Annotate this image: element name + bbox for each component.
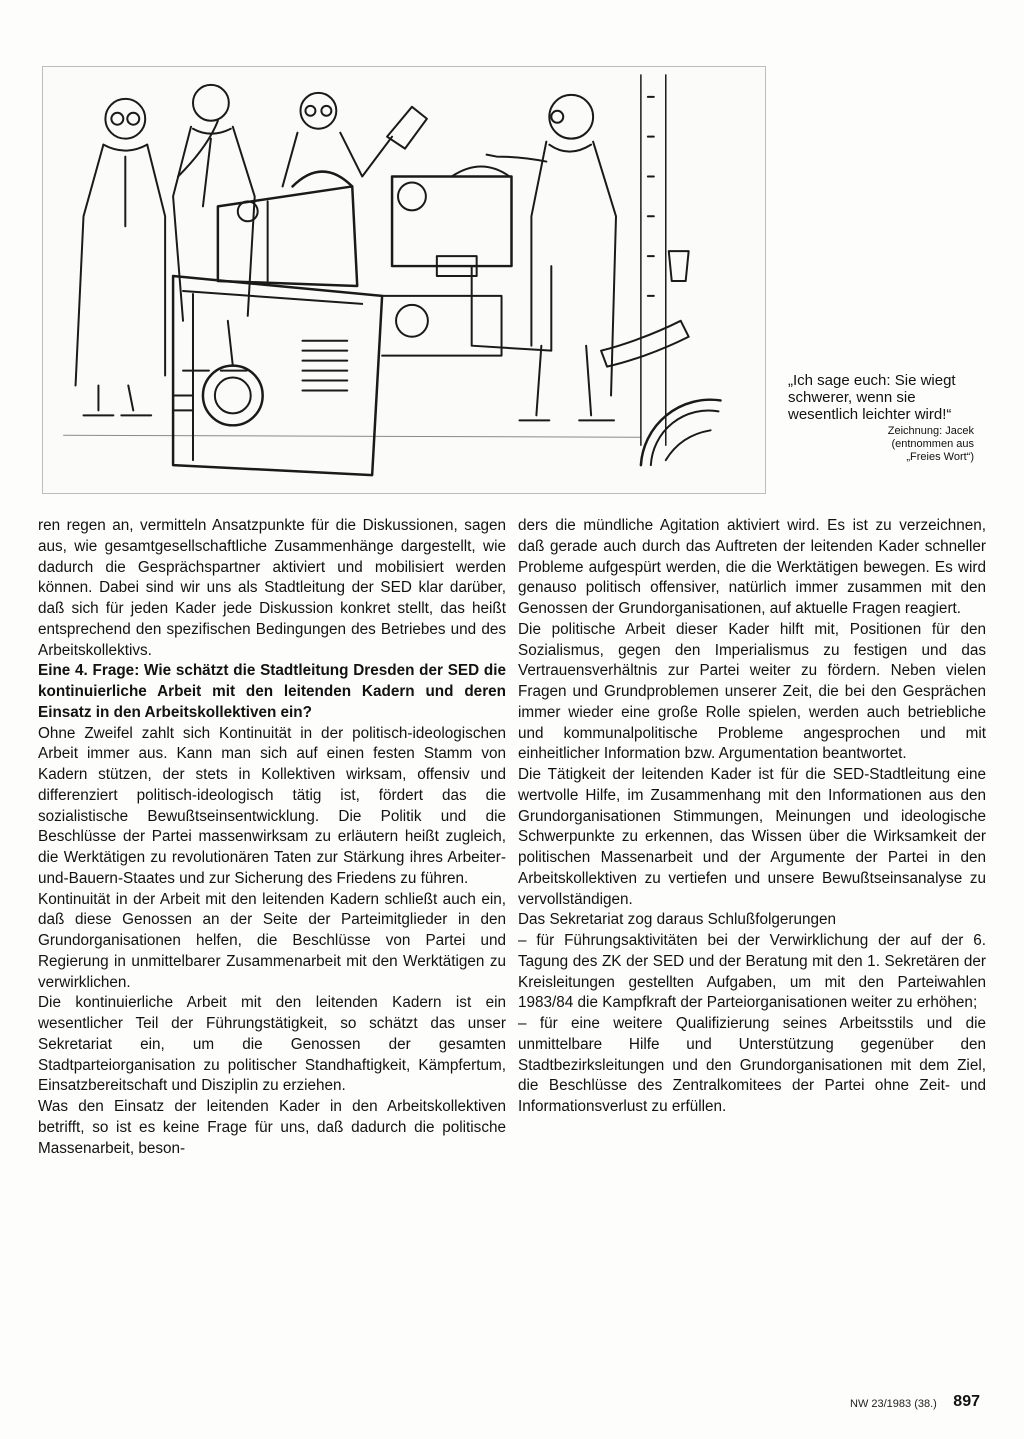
paragraph: Das Sekretariat zog daraus Schlußfolgerungen: [518, 911, 837, 929]
issue-label: NW 23/1983 (38.): [850, 1398, 937, 1410]
paragraph: Die kontinuierliche Arbeit mit den leitenden Kadern ist ein wesentlicher Teil der Führungstätigkeit, so schätzt das unser Sekretariat ein, um die Genossen der gesamten Stadtparteiorganisation zu politischer Standhaftigkeit, Kämpfertum, Einsatzbereitschaft und Disziplin zu erziehen.: [38, 994, 506, 1095]
interview-question: Eine 4. Frage: Wie schätzt die Stadtleitung Dresden der SED die kontinuierliche Arbeit mit den leitenden Kadern und deren Einsatz in den Arbeitskollektiven ein?: [38, 662, 506, 721]
illustration-caption: [788, 372, 988, 464]
list-item: – für eine weitere Qualifizierung seines Arbeitsstils und die unmittelbare Hilfe und Unterstützung gegenüber den Stadtbezirksleitungen und den Grundorganisationen mit dem Ziel, die Beschlüsse des Zentralkomitees der Partei ohne Zeit- und Informationsverlust zu erfüllen.: [518, 1015, 986, 1115]
paragraph: Die politische Arbeit dieser Kader hilft mit, Positionen für den Sozialismus, gegen den Imperialismus zu festigen und das Vertrauensverhältnis zur Partei weiter zu fördern. Neben vielen Fragen und Grundproblemen unserer Zeit, die bei den Gesprächen immer wieder eine große Rolle spielen, werden auch betriebliche und kommunalpolitische Probleme angesprochen und mit einheitlicher Information bzw. Argumentation beantwortet.: [518, 620, 986, 763]
caption-quote: „Ich sage euch: Sie wiegt schwerer, wenn sie wesentlich leichter wird!“: [788, 372, 956, 423]
credit-line: Zeichnung: Jacek: [887, 425, 974, 437]
paragraph: Ohne Zweifel zahlt sich Kontinuität in der politisch-ideologischen Arbeit immer aus. Kann man sich auf einen festen Stamm von Kadern stützen, der stets in Kollektiven wirksam, offensiv und differenziert politisch-ideologisch tätig ist, fördert das die sozialistische Bewußtseinsentwicklung. Die Politik und die Beschlüsse der Partei massenwirksam zu erläutern heißt zugleich, die Werktätigen zu revolutionären Taten zur Stärkung ihres Arbeiter-und-Bauern-Staates und zur Sicherung des Friedens zu führen.: [38, 724, 506, 887]
credit-line: „Freies Wort“): [906, 451, 974, 463]
paragraph: ders die mündliche Agitation aktiviert wird. Es ist zu verzeichnen, daß gerade auch durch das Auftreten der leitenden Kader schneller Probleme aufgespürt werden, die die Werktätigen bewegen. Es wird genauso politisch offensiver, natürlich immer zusammen mit den Genossen der Grundorganisationen, auf aktuelle Fragen reagiert.: [518, 517, 986, 617]
left-column: [38, 516, 506, 1159]
paragraph: Die Tätigkeit der leitenden Kader ist für die SED-Stadtleitung eine wertvolle Hilfe, im Zusammenhang mit den Informationen aus den Grundorganisationen Stimmungen, Meinungen und ideologische Schwerpunkte zu erkennen, das Wissen über die Wirksamkeit der politischen Massenarbeit und der Argumente der Partei in den Arbeitskollektiven zu vertiefen und unsere Bewußtseinsanalyse zu vervollständigen.: [518, 766, 986, 908]
cartoon-drawing: [43, 67, 765, 493]
right-column: [518, 516, 986, 1118]
page-number: 897: [953, 1393, 980, 1410]
list-item: – für Führungsaktivitäten bei der Verwirklichung der auf der 6. Tagung des ZK der SED und der Beratung mit den 1. Sekretären der Kreisleitungen gestellten Aufgaben, um mit den Parteiwahlen 1983/84 die Kampfkraft der Parteiorganisationen weiter zu erhöhen;: [518, 932, 986, 1012]
paragraph: Was den Einsatz der leitenden Kader in den Arbeitskollektiven betrifft, so ist es keine Frage für uns, daß dadurch die politische Massenarbeit, beson-: [38, 1098, 506, 1157]
cartoon-illustration: [42, 66, 766, 494]
paragraph: Kontinuität in der Arbeit mit den leitenden Kadern schließt auch ein, daß diese Genossen an der Seite der Parteimitglieder in den Grundorganisationen helfen, die Beschlüsse von Partei und Regierung in unmittelbarer Zusammenarbeit mit den Werktätigen zu verwirklichen.: [38, 890, 506, 991]
credit-line: (entnommen aus: [891, 438, 974, 450]
page-footer: [850, 1393, 980, 1415]
paragraph: ren regen an, vermitteln Ansatzpunkte für die Diskussionen, sagen aus, wie gesamtgesellschaftliche Zusammenhänge dargestellt, wie dadurch die Gesprächspartner aktiviert und mobilisiert werden können. Dabei sind wir uns als Stadtleitung der SED klar darüber, daß sich für jeden Kader jede Diskussion konkret stellt, das heißt entsprechend den spezifischen Bedingungen des Betriebes und des Arbeitskollektivs.: [38, 517, 506, 659]
illustration-credit: [788, 425, 974, 464]
